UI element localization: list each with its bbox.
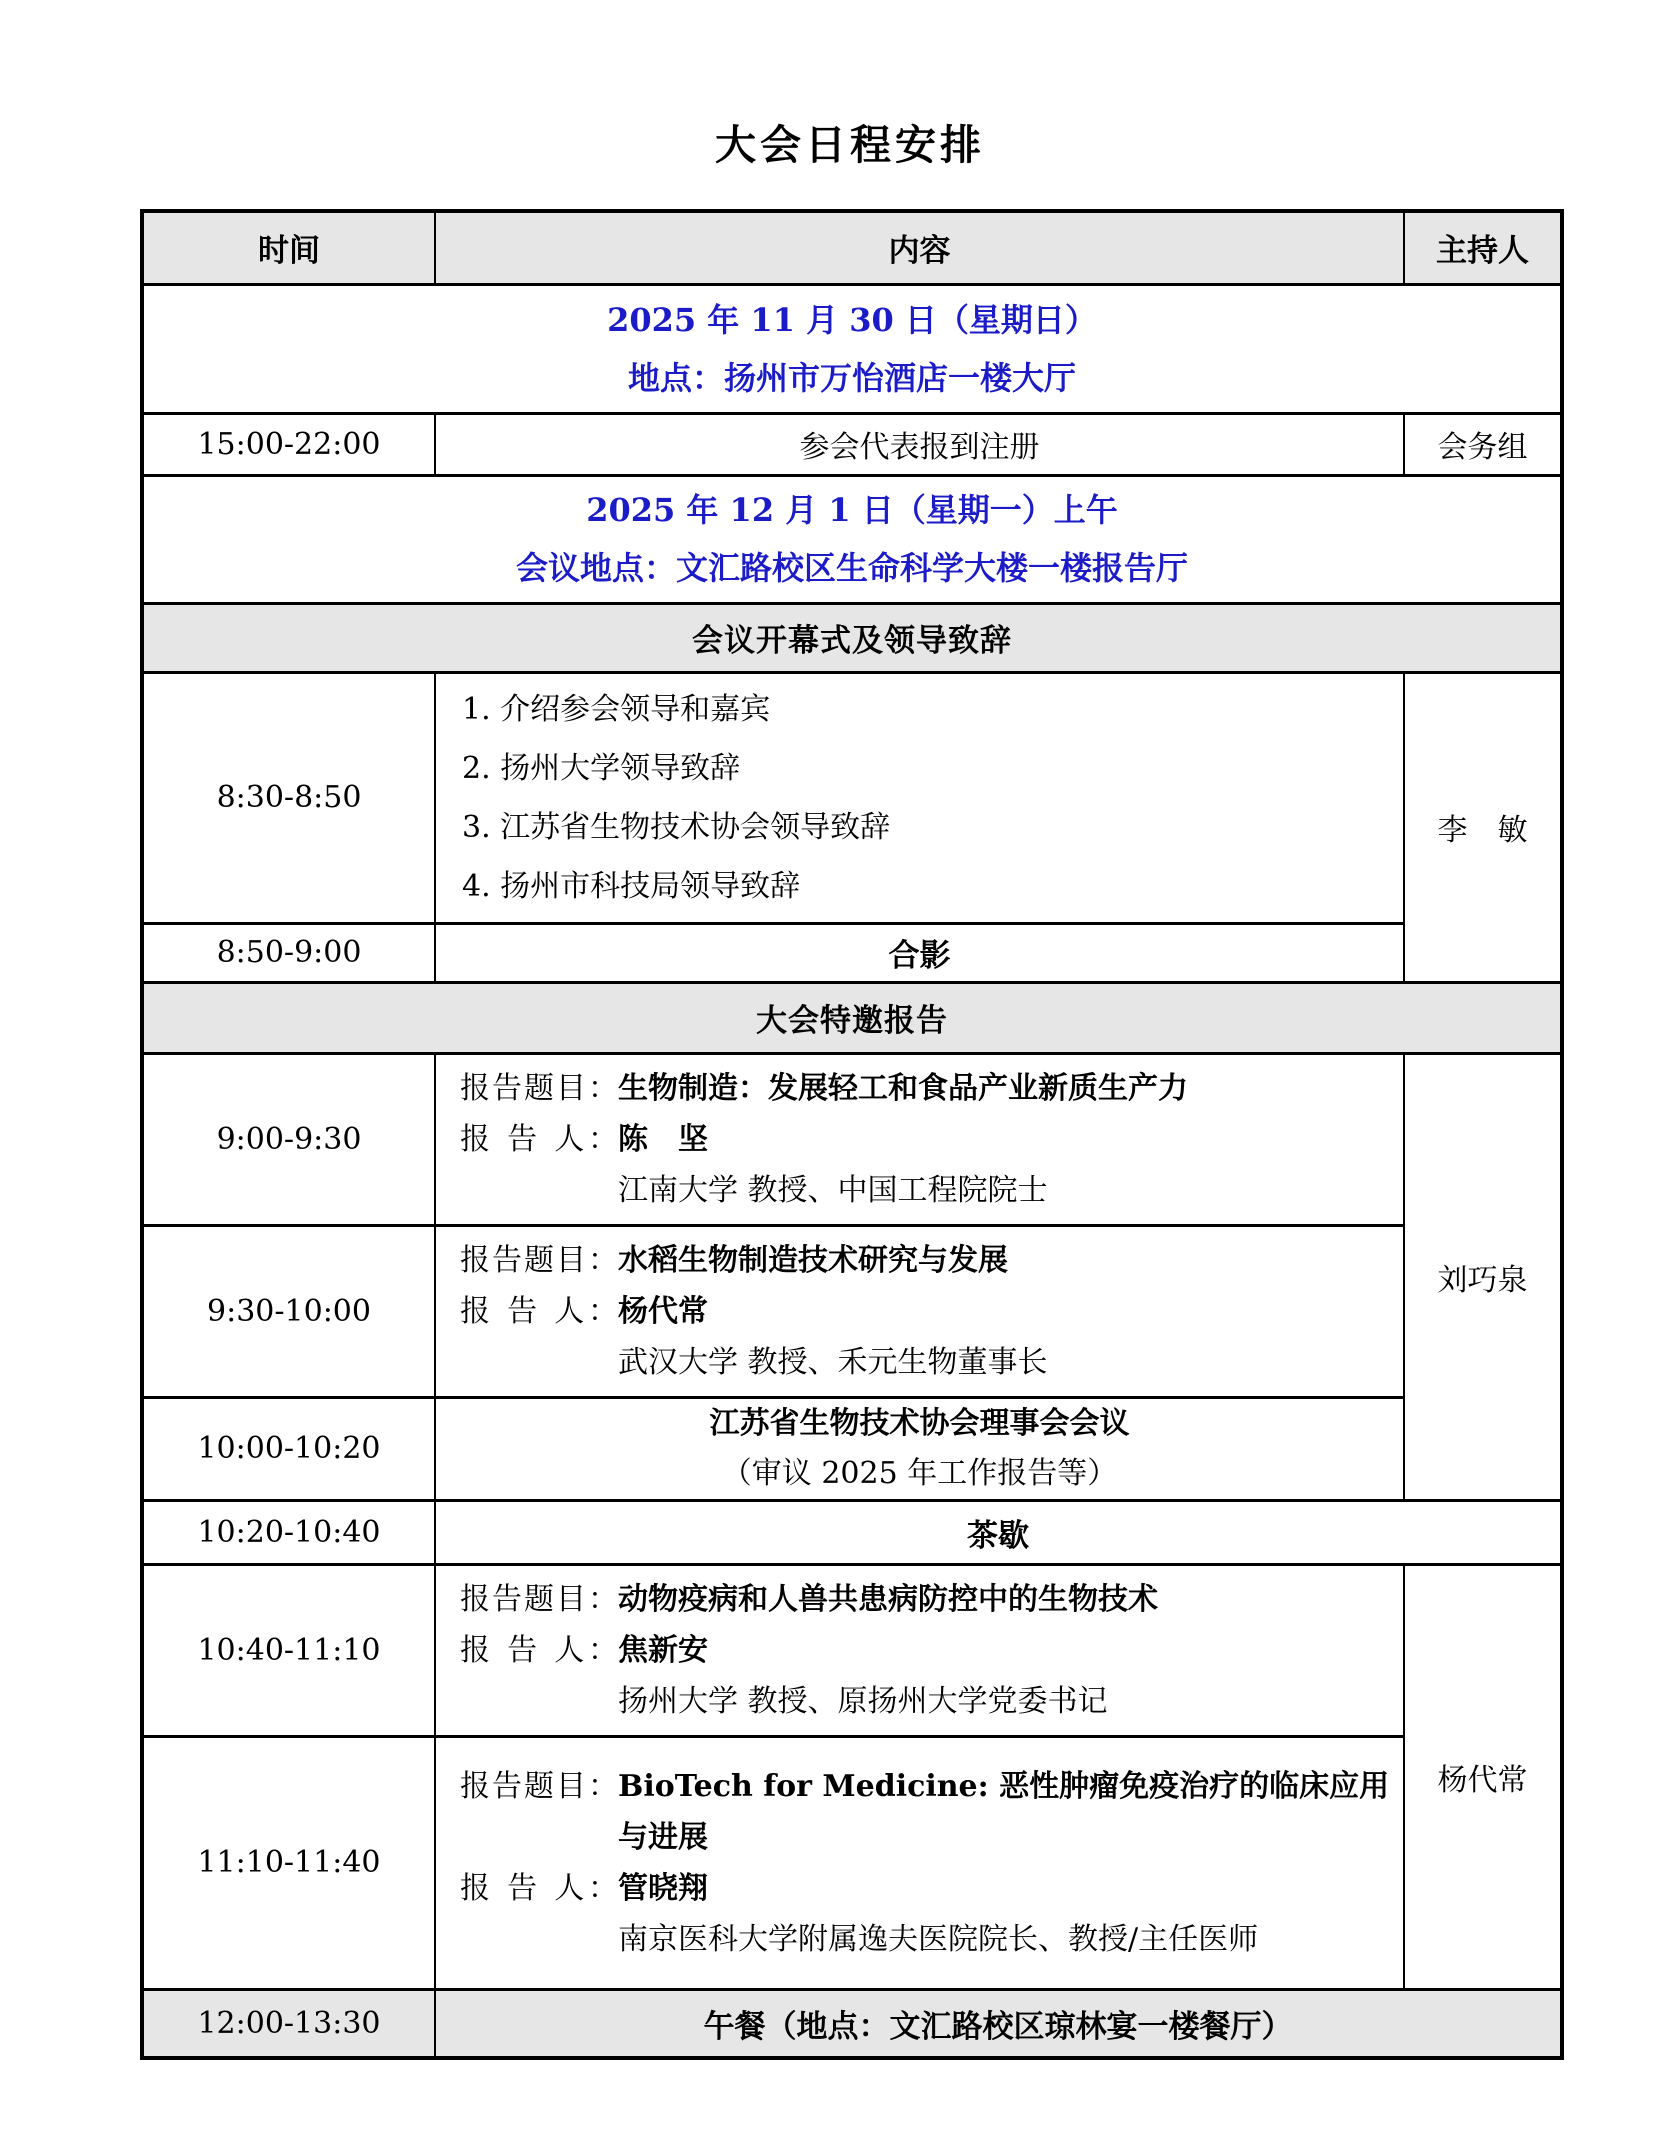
- report-speaker-label: 报 告 人：: [460, 1121, 618, 1157]
- council-time: 10:00-10:20: [142, 1397, 435, 1500]
- lunch-time: 12:00-13:30: [142, 1989, 435, 2058]
- talk1-title: 生物制造：发展轻工和食品产业新质生产力: [618, 1070, 1188, 1106]
- plenary-section-band: 大会特邀报告: [142, 982, 1562, 1053]
- report-speaker-label: 报 告 人：: [460, 1293, 618, 1329]
- talk4-speaker: 管晓翔: [618, 1870, 708, 1906]
- plenary-host-2: 杨代常: [1404, 1564, 1562, 1989]
- report-title-label: 报告题目：: [460, 1581, 618, 1617]
- opening-time: 8:30-8:50: [142, 672, 435, 923]
- talk4-affiliation: 南京医科大学附属逸夫医院院长、教授/主任医师: [618, 1921, 1259, 1957]
- tea-content: 茶歇: [435, 1500, 1562, 1564]
- report-title-label: 报告题目：: [460, 1768, 618, 1804]
- talk4-content: [435, 1736, 1404, 1989]
- talk1-affiliation: 江南大学 教授、中国工程院院士: [618, 1172, 1048, 1208]
- day2-date-line: 2025 年 12 月 1 日（星期一）上午: [586, 491, 1118, 529]
- talk2-content: [435, 1225, 1404, 1397]
- day1-date-line: 2025 年 11 月 30 日（星期日）: [607, 300, 1097, 339]
- registration-host: 会务组: [1404, 413, 1562, 475]
- talk2-speaker: 杨代常: [618, 1293, 708, 1329]
- opening-section-band: 会议开幕式及领导致辞: [142, 603, 1562, 672]
- report-speaker-label: 报 告 人：: [460, 1870, 618, 1906]
- report-title-label: 报告题目：: [460, 1242, 618, 1278]
- header-content-cell: 内容: [435, 211, 1404, 284]
- talk1-speaker: 陈 坚: [618, 1121, 708, 1157]
- photo-content: 合影: [435, 923, 1404, 982]
- opening-item: 3. 江苏省生物技术协会领导致辞: [462, 809, 891, 845]
- schedule-table: [140, 209, 1564, 2060]
- day1-banner: [142, 284, 1562, 413]
- day2-venue-line: 会议地点：文汇路校区生命科学大楼一楼报告厅: [515, 549, 1188, 587]
- council-note: （审议 2025 年工作报告等）: [721, 1455, 1118, 1491]
- report-title-label: 报告题目：: [460, 1070, 618, 1106]
- council-title: 江苏省生物技术协会理事会会议: [709, 1405, 1130, 1441]
- plenary-host-1: 刘巧泉: [1404, 1053, 1562, 1500]
- talk4-title: BioTech for Medicine: 恶性肿瘤免疫治疗的临床应用与进展: [618, 1768, 1390, 1855]
- lunch-content: 午餐（地点：文汇路校区琼林宴一楼餐厅）: [435, 1989, 1562, 2058]
- opening-item: 1. 介绍参会领导和嘉宾: [462, 691, 771, 727]
- talk1-content: [435, 1053, 1404, 1225]
- talk1-time: 9:00-9:30: [142, 1053, 435, 1225]
- header-host-cell: 主持人: [1404, 211, 1562, 284]
- opening-host: 李 敏: [1404, 672, 1562, 982]
- talk2-affiliation: 武汉大学 教授、禾元生物董事长: [618, 1344, 1048, 1380]
- talk2-title: 水稻生物制造技术研究与发展: [618, 1242, 1008, 1278]
- opening-item: 2. 扬州大学领导致辞: [462, 750, 741, 786]
- talk2-time: 9:30-10:00: [142, 1225, 435, 1397]
- day1-venue-line: 地点：扬州市万怡酒店一楼大厅: [627, 358, 1076, 397]
- report-speaker-label: 报 告 人：: [460, 1632, 618, 1668]
- day2-banner: [142, 475, 1562, 603]
- opening-item: 4. 扬州市科技局领导致辞: [462, 868, 801, 904]
- talk4-time: 11:10-11:40: [142, 1736, 435, 1989]
- council-content: [435, 1397, 1404, 1500]
- page-title: 大会日程安排: [715, 121, 985, 169]
- opening-content: [435, 672, 1404, 923]
- talk3-speaker: 焦新安: [618, 1632, 708, 1668]
- registration-content: 参会代表报到注册: [435, 413, 1404, 475]
- talk3-affiliation: 扬州大学 教授、原扬州大学党委书记: [618, 1683, 1108, 1719]
- registration-time: 15:00-22:00: [142, 413, 435, 475]
- header-time-cell: 时间: [142, 211, 435, 284]
- talk3-time: 10:40-11:10: [142, 1564, 435, 1736]
- talk3-title: 动物疫病和人兽共患病防控中的生物技术: [618, 1581, 1158, 1617]
- talk3-content: [435, 1564, 1404, 1736]
- tea-time: 10:20-10:40: [142, 1500, 435, 1564]
- photo-time: 8:50-9:00: [142, 923, 435, 982]
